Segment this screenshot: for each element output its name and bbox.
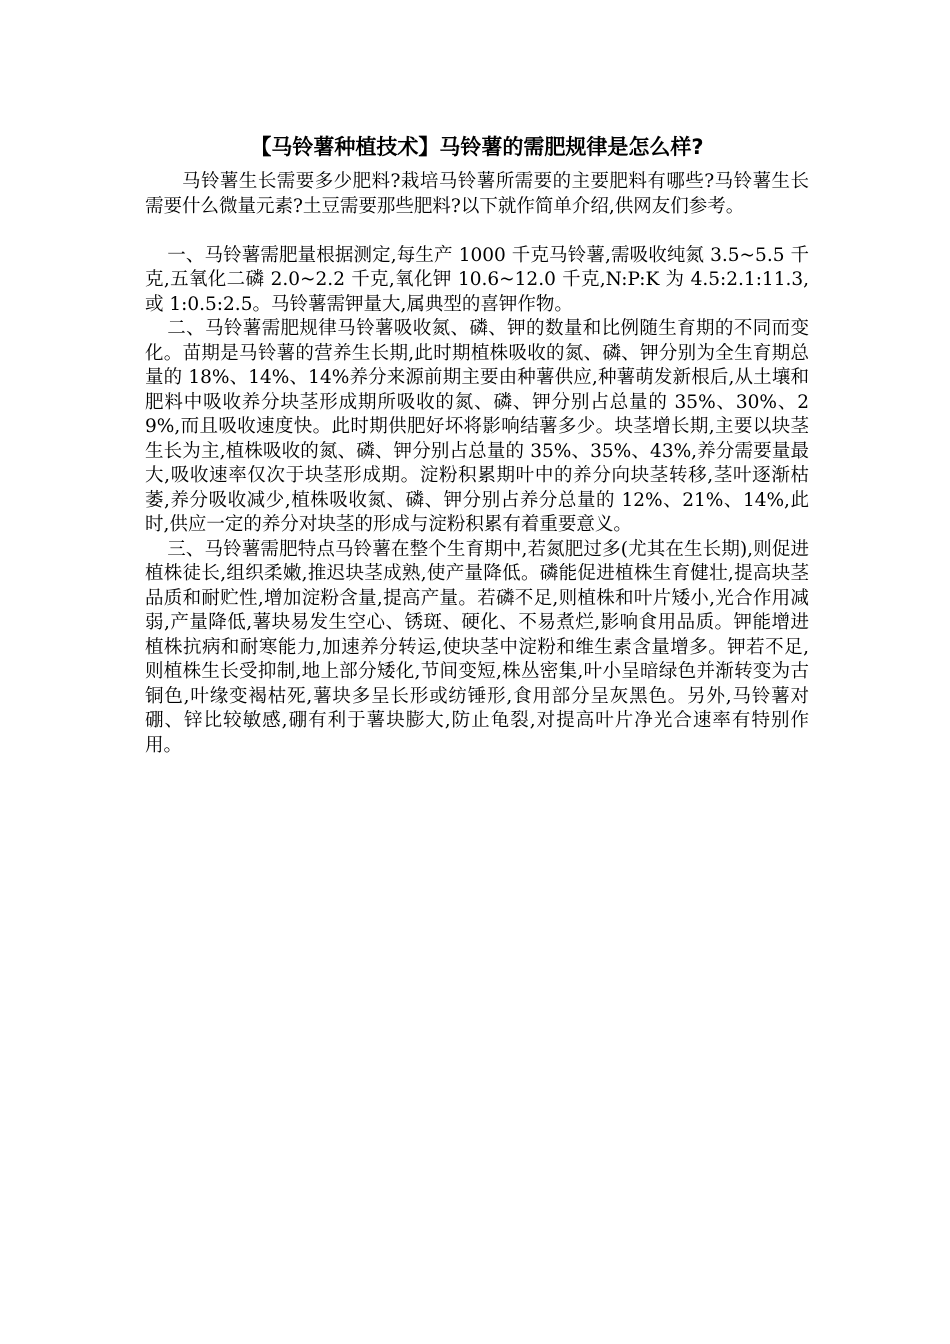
section-fertilizer-characteristics: 三、马铃薯需肥特点马铃薯在整个生育期中,若氮肥过多(尤其在生长期),则促进植株徒长,组织柔嫩,推迟块茎成熟,使产量降低。磷能促进植株生育健壮,提高块茎品质和耐贮性,增加淀粉含量,提高产量。若磷不足,则植株和叶片矮小,光合作用减弱,产量降低,薯块易发生空心、锈斑、硬化、不易煮烂,影响食用品质。钾能增进植株抗病和耐寒能力,加速养分转运,使块茎中淀粉和维生素含量增多。钾若不足,则植株生长受抑制,地上部分矮化,节间变短,株丛密集,叶小呈暗绿色并渐转变为古铜色,叶缘变褐枯死,薯块多呈长形或纺锤形,食用部分呈灰黑色。另外,马铃薯对硼、锌比较敏感,硼有利于薯块膨大,防止龟裂,对提高叶片净光合速率有特别作用。 (145, 538, 809, 756)
section-fertilizer-pattern: 二、马铃薯需肥规律马铃薯吸收氮、磷、钾的数量和比例随生育期的不同而变化。苗期是马铃薯的营养生长期,此时期植株吸收的氮、磷、钾分别为全生育期总量的 18%、14%、14%养分来源前期主要由种薯供应,种薯萌发新根后,从土壤和肥料中吸收养分块茎形成期所吸收的氮、磷、钾分别占总量的 35%、30%、29%,而且吸收速度快。此时期供肥好坏将影响结薯多少。块茎增长期,主要以块茎生长为主,植株吸收的氮、磷、钾分别占总量的 35%、35%、43%,养分需要量最大,吸收速率仅次于块茎形成期。淀粉积累期叶中的养分向块茎转移,茎叶逐渐枯萎,养分吸收减少,植株吸收氮、磷、钾分别占养分总量的 12%、21%、14%,此时,供应一定的养分对块茎的形成与淀粉积累有着重要意义。 (145, 318, 809, 535)
document-title: 【马铃薯种植技术】马铃薯的需肥规律是怎么样? (250, 135, 704, 159)
paragraph-spacer (145, 219, 809, 244)
section-fertilizer-amount: 一、马铃薯需肥量根据测定,每生产 1000 千克马铃薯,需吸收纯氮 3.5~5.5 千克,五氧化二磷 2.0~2.2 千克,氧化钾 10.6~12.0 千克,N:P:K 为 4.5:2.1:11.3,或 1:0.5:2.5。马铃薯需钾量大,属典型的喜钾作物。 (145, 244, 809, 315)
intro-paragraph: 马铃薯生长需要多少肥料?栽培马铃薯所需要的主要肥料有哪些?马铃薯生长需要什么微量元素?土豆需要那些肥料?以下就作简单介绍,供网友们参考。 (145, 171, 809, 217)
document-body (145, 132, 809, 758)
